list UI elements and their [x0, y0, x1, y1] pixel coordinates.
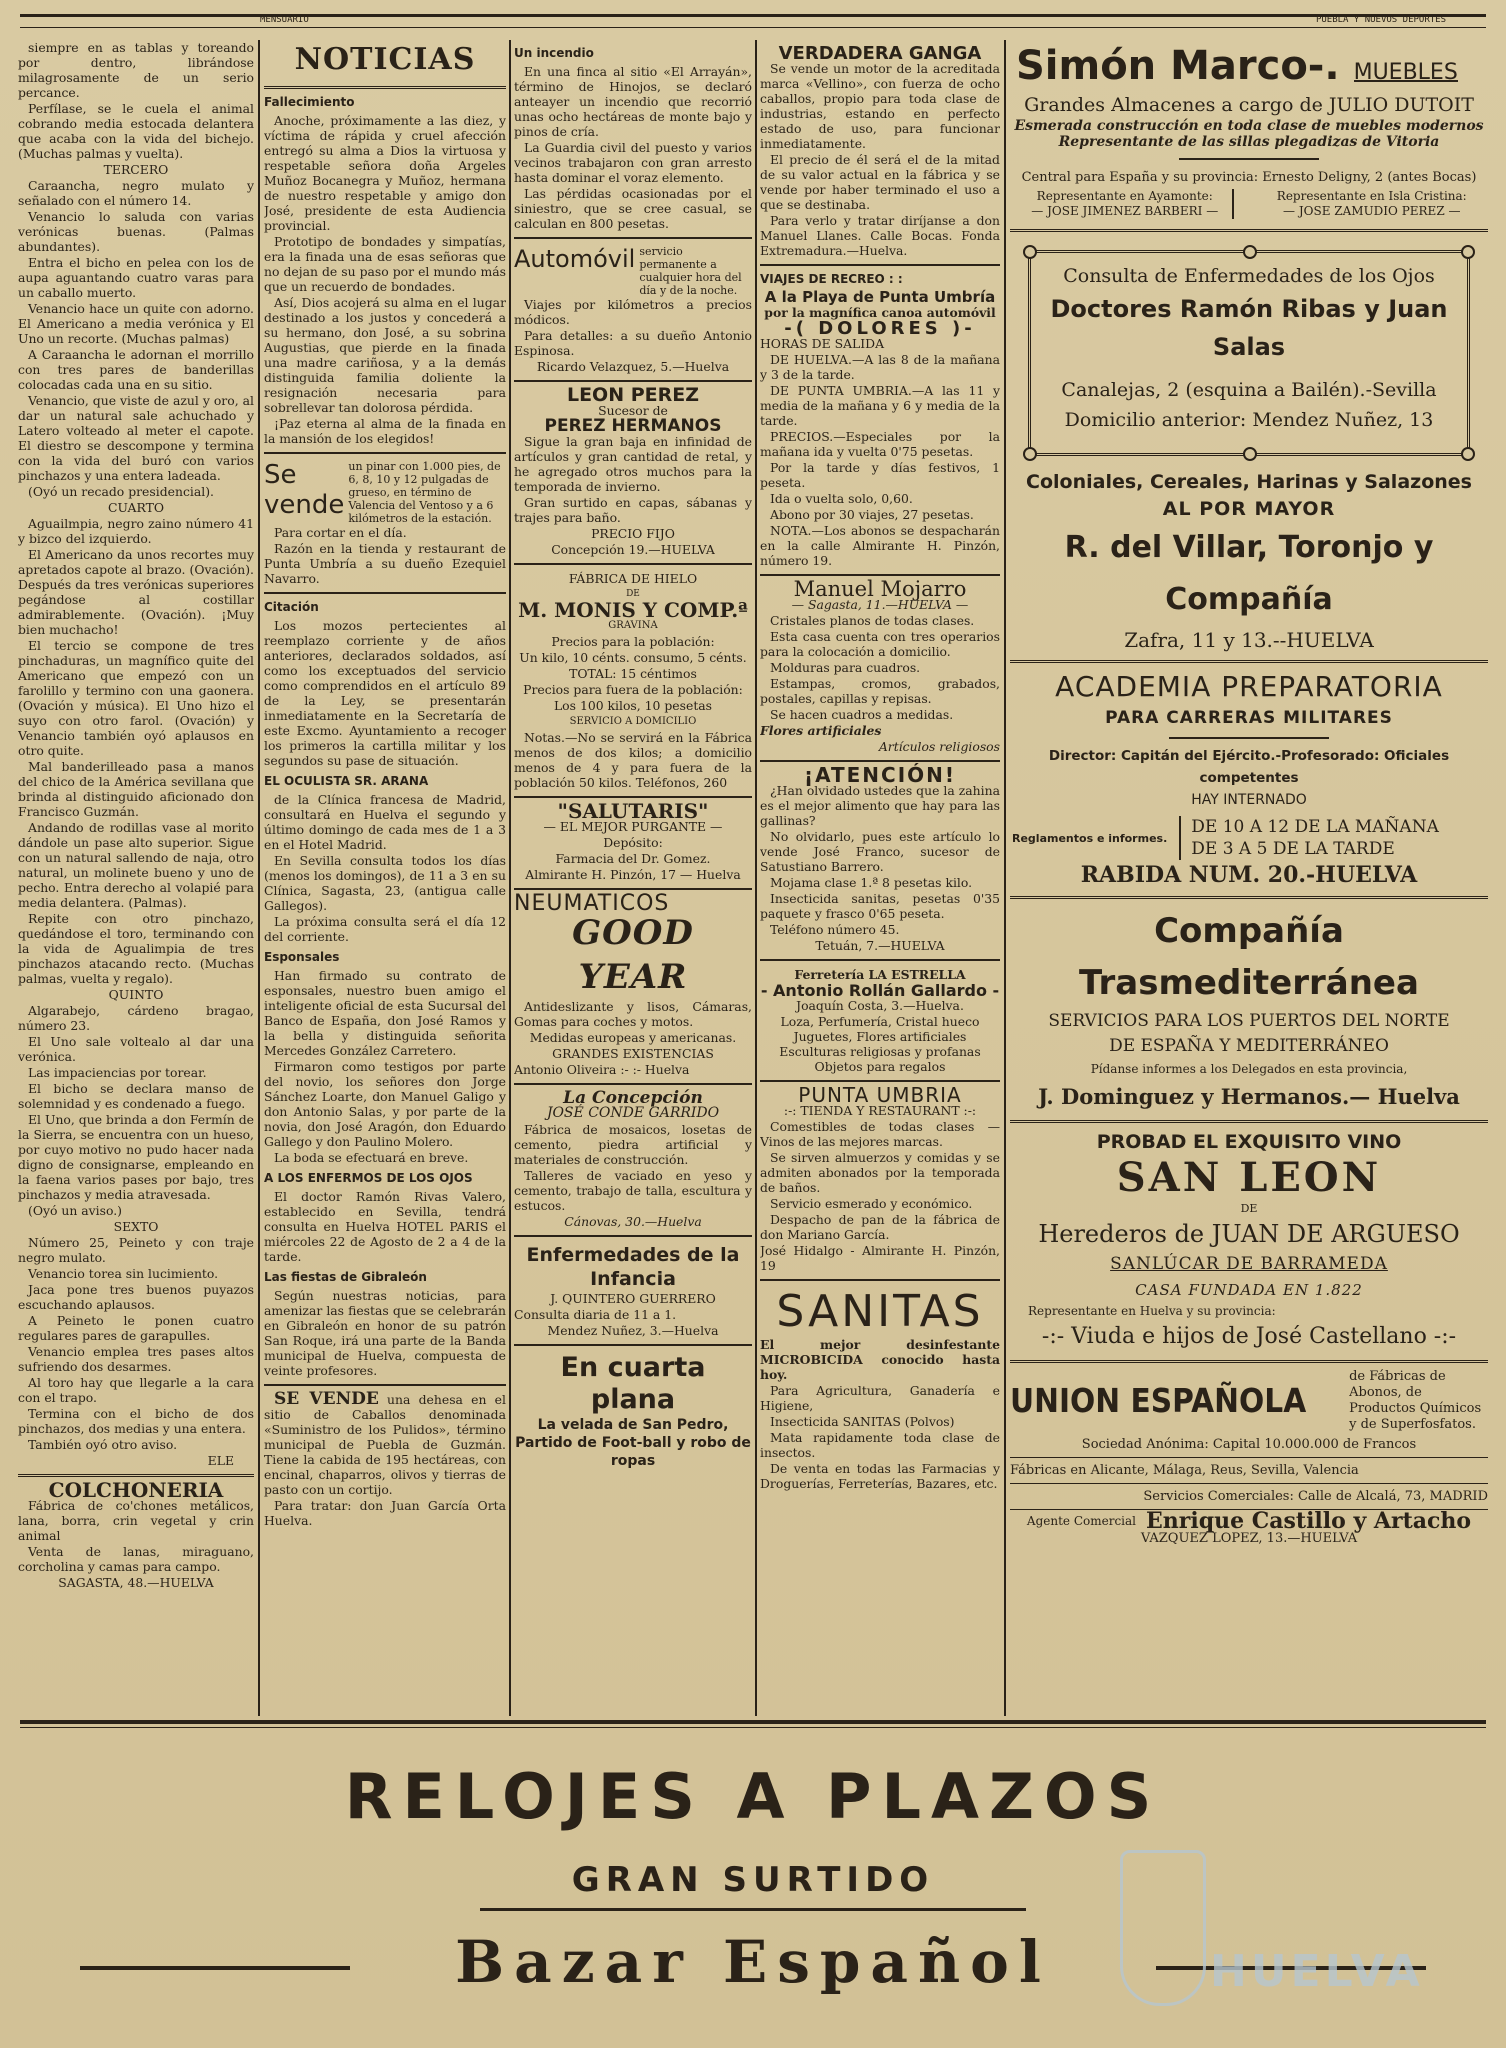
text-paragraph: Venancio hace un quite con adorno. El Americano a media verónica y El Uno un recorte. (Muchas palmas): [18, 301, 254, 346]
ad-text: Servicios Comerciales: Calle de Alcalá, 73, MADRID: [1010, 1485, 1488, 1510]
ad-text: Precios para fuera de la población:: [523, 682, 743, 697]
ad-text: PRECIO FIJO: [591, 526, 675, 541]
divider: [514, 888, 752, 890]
ad-title: SANITAS: [776, 1286, 984, 1337]
ad-title: En cuarta plana: [560, 1352, 706, 1415]
column-ads-wide: [1010, 40, 1488, 1716]
text-paragraph: En una finca al sitio «El Arrayán», término de Hinojos, se declaró anteayer un incendio que recorrió unas ocho hectáreas de monte bajo y pinos de cría.: [514, 64, 752, 139]
ad-text: Medidas europeas y americanas.: [529, 1030, 737, 1045]
ad-text: SANLÚCAR DE BARRAMEDA: [1110, 1254, 1388, 1274]
ornament-dot: [1461, 245, 1475, 259]
ad-text: una dehesa en el sitio de Caballos denominada «Suministro de los Pulidos», término municipal de Puebla de Guzmán. Tiene la cabida de 195 hectáreas, con encinal, chaparros, olivos y tierras de pasto con un cortijo.: [264, 1392, 506, 1497]
ad-text: Grandes Almacenes a cargo de JULIO DUTOIT: [1024, 94, 1474, 116]
text-paragraph: (Oyó un aviso.): [28, 1203, 123, 1218]
ad-text: Flores artificiales: [760, 723, 882, 738]
ad-title: COLCHONERIA: [48, 1478, 224, 1502]
ad-address: Tetuán, 7.—HUELVA: [815, 938, 945, 953]
ad-title: -:- Viuda e hijos de José Castellano -:-: [1041, 1324, 1457, 1349]
ad-address: RABIDA NUM. 20.-HUELVA: [1080, 862, 1418, 888]
text-paragraph: Prototipo de bondades y simpatías, era la finada una de esas señoras que no dejan de su paso por el mundo más que un recuerdo de bondades.: [264, 234, 506, 294]
divider: [514, 1344, 752, 1346]
ad-title: ACADEMIA PREPARATORIA: [1055, 670, 1443, 703]
ad-title: ¡ATENCIÓN!: [803, 763, 957, 787]
library-watermark: [1100, 1850, 1470, 2020]
ad-text: Se vende un motor de la acreditada marca «Vellino», con fuerza de ocho caballos, propio para toda clase de industrias, estando en perfecto estado de uso, para funcionar inmediatamente.: [760, 61, 1000, 151]
divider: [514, 237, 752, 239]
ad-text: Comestibles de todas clases — Vinos de las mejores marcas.: [760, 1119, 1000, 1149]
ad-text: Por la tarde y días festivos, 1 peseta.: [760, 460, 1000, 490]
ad-text: Sigue la gran baja en infinidad de artículos y gran cantidad de retal, y he agregado otros muchos para la temporada de invierno.: [514, 434, 752, 494]
ad-address: Ricardo Velazquez, 5.—Huelva: [536, 359, 730, 374]
ad-text: — EL MEJOR PURGANTE —: [543, 819, 723, 834]
text-paragraph: Algarabejo, cárdeno bragao, número 23.: [18, 1003, 254, 1033]
banner-subheadline: GRAN SURTIDO: [571, 1860, 935, 1900]
ad-address: Antonio Oliveira :- :- Huelva: [514, 1062, 690, 1077]
text-paragraph: A Peineto le ponen cuatro regulares pares de garapulles.: [18, 1313, 254, 1343]
ad-text: Gran surtido en capas, sábanas y trajes para baño.: [514, 495, 752, 525]
text-paragraph: Número 25, Peineto y con traje negro mulato.: [18, 1235, 254, 1265]
text-paragraph: Entra el bicho en pelea con los de aupa aguantando cuatro varas para un caballo muerto.: [18, 255, 254, 300]
divider: [760, 1080, 1000, 1082]
ad-title: Enfermedades de la Infancia: [526, 1244, 740, 1290]
ad-text: Agente Comercial: [1026, 1514, 1137, 1528]
ad-title: PARA CARRERAS MILITARES: [1105, 708, 1393, 728]
ad-text: Precios para la población:: [551, 634, 715, 649]
ad-text: — JOSE JIMENEZ BARBERI —: [1031, 204, 1219, 218]
ad-text: Representante en Isla Cristina:: [1276, 189, 1467, 203]
ad-text: Despacho de pan de la fábrica de don Mariano García.: [760, 1212, 1000, 1242]
ad-title: - Antonio Rollán Gallardo -: [760, 981, 1000, 1000]
ad-title: NEUMATICOS: [514, 891, 670, 916]
ad-title: FÁBRICA DE HIELO: [568, 571, 698, 586]
text-paragraph: Venancio lo saluda con varias verónicas buenas. (Palmas abundantes).: [18, 209, 254, 254]
text-paragraph: El bicho se declara manso de solemnidad y es condenado a fuego.: [18, 1081, 254, 1111]
text-paragraph: Las impaciencias por torear.: [28, 1065, 207, 1080]
ad-text: Artículos religiosos: [878, 739, 1000, 754]
divider: [760, 760, 1000, 762]
ad-text: Pídanse informes a los Delegados en esta provincia,: [1090, 1062, 1408, 1076]
ad-title: J. Dominguez y Hermanos.— Huelva: [1038, 1084, 1460, 1109]
news-heading: EL OCULISTA SR. ARANA: [264, 774, 429, 788]
ad-address: Concepción 19.—HUELVA: [551, 542, 715, 557]
text-paragraph: Así, Dios acojerá su alma en el lugar destinado a los justos y concederá a su hermano, don José, a su sobrina Augustias, que pierde en la finada una madre cariñosa, y a la demás distinguida familia doliente la resignación necesaria para sobrellevar tan dolorosa pérdida.: [264, 295, 506, 415]
ad-text: Molduras para cuadros.: [770, 660, 921, 675]
ad-title: PUNTA UMBRIA: [798, 1083, 962, 1107]
ad-title: Simón Marco-.: [1016, 43, 1340, 89]
divider: [760, 1279, 1000, 1281]
ad-title: Se vende: [264, 460, 345, 520]
signature: ELE: [207, 1453, 234, 1468]
text-paragraph: La Guardia civil del puesto y varios vecinos trabajaron con gran arresto hasta dominar el voraz elemento.: [514, 140, 752, 185]
divider: [1010, 1120, 1488, 1123]
ad-title: VERDADERA GANGA: [778, 43, 982, 64]
text-paragraph: Según nuestras noticias, para amenizar las fiestas que se celebrarán en Gibraleón en honor de su patrón San Roque, irá una parte de la Banda municipal de Huelva, compuesta de veinte profesores.: [264, 1288, 506, 1378]
text-paragraph: de la Clínica francesa de Madrid, consultará en Huelva el segundo y último domingo de cada mes de 1 a 3 en el Hotel Madrid.: [264, 792, 506, 852]
ad-text: Se sirven almuerzos y comidas y se admiten abonados por la temporada de baños.: [760, 1150, 1000, 1195]
text-paragraph: También oyó otro aviso.: [28, 1437, 178, 1452]
ad-text: Representante en Huelva y su provincia:: [1028, 1304, 1276, 1318]
section-heading: CUARTO: [107, 500, 165, 515]
ad-text: Un kilo, 10 cénts. consumo, 5 cénts.: [519, 650, 747, 665]
column-ads-b: [760, 40, 1000, 1716]
ad-text: servicio permanente a cualquier hora del día y de la noche.: [639, 245, 742, 297]
ad-text: Representante de las sillas plegadizas de Vitoria: [1058, 134, 1440, 150]
column-ads-a: [514, 40, 752, 1716]
ad-text: DE 10 A 12 DE LA MAÑANA: [1191, 817, 1439, 837]
divider: [514, 1235, 752, 1237]
text-paragraph: En Sevilla consulta todos los días (menos los domingos), de 11 a 3 en su Clínica, Sagasta, 23, (antigua calle Gallegos).: [264, 853, 506, 913]
ad-text: Abono por 30 viajes, 27 pesetas.: [770, 507, 974, 522]
banner-headline: RELOJES A PLAZOS: [344, 1760, 1162, 1833]
text-paragraph: Repite con otro pinchazo, quedándose el toro, terminando con la vida de Agualimpia de tres pinchazos atacando recto. (Muchas palmas, vuelta y regalo).: [18, 911, 254, 986]
ad-title: Enrique Castillo y Artacho: [1146, 1508, 1472, 1534]
ad-title: -( DOLORES )-: [784, 318, 976, 339]
ad-text: Farmacia del Dr. Gomez.: [555, 851, 711, 866]
ad-title: A la Playa de Punta Umbría: [764, 288, 996, 306]
ad-text: Sociedad Anónima: Capital 10.000.000 de Francos: [1010, 1433, 1488, 1458]
ad-address: — Sagasta, 11.—HUELVA —: [791, 597, 969, 612]
ornament-dot: [1023, 447, 1037, 461]
ad-text: Para cortar en el día.: [274, 525, 407, 540]
ad-text: por la magnífica canoa automóvil: [764, 305, 996, 320]
ad-title: LEON PEREZ: [566, 384, 700, 406]
crest-icon: [1120, 1850, 1206, 2006]
ornament-dot: [1461, 447, 1475, 461]
ad-text: De venta en todas las Farmacias y Droguerías, Ferreterías, Bazares, etc.: [760, 1461, 1000, 1491]
text-paragraph: El Uno sale voltealo al dar una verónica.: [18, 1034, 254, 1064]
ad-text: Mojama clase 1.ª 8 pesetas kilo.: [770, 875, 973, 890]
ad-text: Insecticida sanitas, pesetas 0'35 paquete y frasco 0'65 peseta.: [760, 891, 1000, 921]
ad-title: UNION ESPAÑOLA: [1010, 1381, 1307, 1420]
ad-text: NOTA.—Los abonos se despacharán en la calle Almirante H. Pinzón, número 19.: [760, 523, 1000, 568]
ad-text: Los 100 kilos, 10 pesetas: [553, 698, 713, 713]
ad-title: SAN LEON: [1116, 1154, 1382, 1201]
divider: [264, 452, 506, 454]
ad-text: TOTAL: 15 céntimos: [569, 666, 697, 681]
ad-text: Canalejas, 2 (esquina a Bailén).-Sevilla: [1061, 379, 1437, 401]
text-paragraph: El tercio se compone de tres pinchaduras, un magnífico quite del Americano que empezó con un farolillo y termino con una gaonera. (Ovación y música). El Uno hizo el suyo con otro farol. (Ovación) y Venancio también oyó aplausos en otro quite.: [18, 638, 254, 758]
ad-title: Compañía Trasmediterránea: [1079, 911, 1419, 1003]
ad-address: Joaquín Costa, 3.—Huelva.: [796, 998, 964, 1013]
divider: [514, 380, 752, 382]
column-news: [264, 40, 506, 1716]
news-heading: Esponsales: [264, 950, 340, 964]
ad-text: Para verlo y tratar diríjanse a don Manuel Llanes. Calle Bocas. Fonda Extremadura.—Huelva.: [760, 213, 1000, 258]
news-heading: Las fiestas de Gibraleón: [264, 1270, 427, 1284]
text-paragraph: ¡Paz eterna al alma de la finada en la mansión de los elegidos!: [264, 416, 506, 446]
ad-text: DE ESPAÑA Y MEDITERRÁNEO: [1109, 1036, 1389, 1056]
section-heading: TERCERO: [103, 162, 169, 177]
ad-title: PROBAD EL EXQUISITO VINO: [1096, 1131, 1402, 1153]
divider: [1179, 158, 1319, 160]
ad-title: Automóvil: [514, 245, 636, 273]
masthead-right: PUEBLA Y NUEVOS DEPORTES: [1315, 15, 1446, 25]
ad-text: DE 3 A 5 DE LA TARDE: [1191, 839, 1395, 859]
text-paragraph: siempre en as tablas y toreando por dentro, librándose milagrosamente de un serio percance.: [18, 40, 254, 100]
ad-text: J. QUINTERO GUERRERO: [550, 1291, 716, 1306]
ad-text: Para tratar: don Juan García Orta Huelva.: [264, 1498, 506, 1528]
watermark-text: HUELVA: [1210, 1946, 1424, 1997]
ad-text: Talleres de vaciado en yeso y cemento, trabajo de talla, escultura y estucos.: [514, 1168, 752, 1213]
text-paragraph: Venancio, que viste de azul y oro, al dar un natural sale achuchado y Latero volteado al meter el capote. El diestro se descompone y termina con la vida del buró con varios pinchazos y una entera ladeada.: [18, 393, 254, 483]
ad-text: — JOSE ZAMUDIO PEREZ —: [1283, 204, 1461, 218]
ad-text: un pinar con 1.000 pies, de 6, 8, 10 y 12 pulgadas de grueso, en término de Valencia del Ventoso y a 6 kilómetros de la estación.: [348, 460, 501, 525]
text-paragraph: El Americano da unos recortes muy apretados capote al brazo. (Ovación). Después da tres verónicas superiores pegándose al costillar admirablemente. (Ovación). ¡Muy bien muchacho!: [18, 547, 254, 637]
text-paragraph: Jaca pone tres buenos puyazos escuchando aplausos.: [18, 1282, 254, 1312]
ad-text: Depósito:: [603, 835, 663, 850]
banner-underline: [480, 1908, 1026, 1911]
divider: [514, 1083, 752, 1085]
divider: [1010, 660, 1488, 663]
ad-text: Para Agricultura, Ganadería e Higiene,: [760, 1383, 1000, 1413]
ad-address: José Hidalgo - Almirante H. Pinzón, 19: [760, 1243, 1000, 1273]
ad-text: DE: [626, 589, 640, 599]
goodyear-logo: GOOD YEAR: [572, 913, 694, 997]
ornament-dot: [1023, 245, 1037, 259]
ad-text: Cristales planos de todas clases.: [770, 613, 975, 628]
masthead-strip: [20, 14, 1486, 28]
ad-text: Insecticida SANITAS (Polvos): [770, 1414, 955, 1429]
ad-title: "SALUTARIS": [557, 799, 709, 823]
ad-title: Consulta de Enfermedades de los Ojos: [1063, 265, 1435, 287]
ad-title: MUEBLES: [1353, 60, 1458, 85]
ad-text: Loza, Perfumería, Cristal hueco Juguetes, Flores artificiales Esculturas religiosas y profanas Objetos para regalos: [779, 1014, 981, 1074]
ad-address: VAZQUEZ LOPEZ, 13.—HUELVA: [1140, 1531, 1358, 1546]
ad-text: DE: [1240, 1202, 1258, 1215]
ad-text: PRECIOS.—Especiales por la mañana ida y vuelta 0'75 pesetas.: [760, 429, 1000, 459]
ad-text: Esta casa cuenta con tres operarios para la colocación a domicilio.: [760, 629, 1000, 659]
ad-text: Reglamentos e informes.: [1012, 831, 1168, 845]
text-paragraph: Venancio emplea tres pases altos sufriendo dos desarmes.: [18, 1344, 254, 1374]
ad-text: ¿Han olvidado ustedes que la zahina es el mejor alimento que hay para las gallinas?: [760, 783, 1000, 828]
ad-text: DE HUELVA.—A las 8 de la mañana y 3 de la tarde.: [760, 352, 1000, 382]
ad-text: Fábricas en Alicante, Málaga, Reus, Sevilla, Valencia: [1010, 1459, 1488, 1484]
ad-text: Venta de lanas, miraguano, corcholina y camas para campo.: [18, 1544, 254, 1574]
ad-text: Director: Capitán del Ejército.-Profesorado: Oficiales competentes: [1048, 748, 1450, 786]
ad-text: Notas.—No se servirá en la Fábrica menos de dos kilos; a domicilio menos de 4 y para fuera de la población 50 kilos. Teléfonos, 260: [514, 730, 752, 790]
text-paragraph: Mal banderilleado pasa a manos del chico de la América sevillana que brinda al distinguido aficionado don Francisco Guzmán.: [18, 759, 254, 819]
divider: [1010, 1360, 1488, 1363]
ad-text: El precio de él será el de la mitad de su valor actual en la fábrica y se vende por haber terminado el uso a que se destinaba.: [760, 152, 1000, 212]
ad-title: SE VENDE: [274, 1389, 379, 1409]
ad-title: Coloniales, Cereales, Harinas y Salazones: [1026, 471, 1472, 493]
text-paragraph: Las pérdidas ocasionadas por el siniestro, que se cree casual, se calculan en 800 pesetas.: [514, 186, 752, 231]
ad-text: Consulta diaria de 11 a 1.: [514, 1307, 677, 1322]
news-heading: A LOS ENFERMOS DE LOS OJOS: [264, 1171, 473, 1185]
ad-text: No olvidarlo, pues este artículo lo vende José Franco, sucesor de Satustiano Barrero.: [760, 829, 1000, 874]
ornament-dot: [1243, 447, 1257, 461]
ad-title: JOSÉ CONDE GARRIDO: [546, 1105, 720, 1121]
section-heading: SEXTO: [113, 1219, 159, 1234]
text-paragraph: Caraancha, negro mulato y señalado con el número 14.: [18, 178, 254, 208]
banner-rule: [20, 1720, 1486, 1728]
ad-text: Domicilio anterior: Mendez Nuñez, 13: [1064, 409, 1434, 431]
ad-address: Almirante H. Pinzón, 17 — Huelva: [525, 867, 741, 882]
text-paragraph: Los mozos pertecientes al reemplazo corriente y de años anteriores, declarados soldados, así como los exceptuados del servicio como comprendidos en el artículo 89 de la Ley, se presentarán inmediatamente en la Secretaría de este Excmo. Ayuntamiento a recoger los primeros la cartilla militar y los segundos su pase de situación.: [264, 618, 506, 768]
ad-text: Razón en la tienda y restaurant de Punta Umbría a su dueño Ezequiel Navarro.: [264, 541, 506, 586]
ad-text: Servicio esmerado y económico.: [770, 1196, 973, 1211]
text-paragraph: Termina con el bicho de dos pinchazos, dos medias y una entera.: [18, 1406, 254, 1436]
ad-text: Antideslizante y lisos, Cámaras, Gomas para coches y motos.: [514, 999, 752, 1029]
section-heading: QUINTO: [108, 987, 164, 1002]
ad-title: Herederos de JUAN DE ARGUESO: [1038, 1220, 1460, 1248]
ad-text: CASA FUNDADA EN 1.822: [1135, 1281, 1363, 1299]
text-paragraph: La próxima consulta será el día 12 del corriente.: [264, 914, 506, 944]
text-paragraph: Aguailmpia, negro zaino número 41 y bizco del izquierdo.: [18, 516, 254, 546]
ad-title: La Concepción: [563, 1088, 703, 1108]
divider: [760, 959, 1000, 961]
text-paragraph: A Caraancha le adornan el morrillo con tres pares de banderillas colocadas cada una en su sitio.: [18, 347, 254, 392]
text-paragraph: La boda se efectuará en breve.: [274, 1150, 469, 1165]
columns: [18, 40, 1488, 1716]
text-paragraph: Al toro hay que llegarle a la cara con el trapo.: [18, 1375, 254, 1405]
text-paragraph: Venancio torea sin lucimiento.: [28, 1266, 219, 1281]
divider: [1010, 229, 1488, 232]
ornament-dot: [1243, 245, 1257, 259]
ad-text: Viajes por kilómetros a precios módicos.: [514, 297, 752, 327]
text-paragraph: Anoche, próximamente a las diez, y víctima de rápida y cruel afección entregó su alma a Dios la virtuosa y respetable señora doña Argeles Muñoz Bocanegra y Muñoz, hermana de nuestro respetable y amigo don José, presidente de esta Audiencia provincial.: [264, 113, 506, 233]
ad-heading: VIAJES DE RECREO : :: [760, 272, 903, 286]
column-rule: [509, 40, 511, 1716]
ad-text: El mejor desinfestante MICROBICIDA conocido hasta hoy.: [760, 1337, 1000, 1382]
text-paragraph: Firmaron como testigos por parte del novio, los señores don Jorge Sánchez Loarte, don Manuel Galigo y don Antonio Salas, y por parte de la novia, don José Aragón, don Eduardo Gallego y don Paulino Molero.: [264, 1059, 506, 1149]
ad-text: Mata rapidamente toda clase de insectos.: [760, 1430, 1000, 1460]
ad-address: SAGASTA, 48.—HUELVA: [58, 1575, 214, 1590]
ad-text: HORAS DE SALIDA: [760, 336, 885, 351]
divider: [18, 1474, 254, 1477]
ad-text: GRANDES EXISTENCIAS: [552, 1046, 714, 1061]
text-paragraph: (Oyó un recado presidencial).: [28, 484, 214, 499]
ad-text: Central para España y su provincia: Ernesto Deligny, 2 (antes Bocas): [1021, 170, 1477, 185]
divider: [514, 563, 752, 565]
column-rule: [1004, 40, 1006, 1716]
ad-text: SERVICIO A DOMICILIO: [569, 716, 697, 727]
news-heading: Citación: [264, 600, 319, 614]
ad-title: PEREZ HERMANOS: [544, 416, 722, 436]
divider: [1010, 896, 1488, 899]
ad-text: Estampas, cromos, grabados, postales, capillas y repisas.: [760, 676, 1000, 706]
ad-text: Representante en Ayamonte:: [1036, 189, 1213, 203]
ad-title: R. del Villar, Toronjo y Compañía: [1064, 530, 1434, 617]
masthead-left: MENSUARIO: [260, 15, 309, 25]
column-rule: [258, 40, 260, 1716]
column-bullfight: [18, 40, 254, 1716]
text-paragraph: El Uno, que brinda a don Fermín de la Sierra, se encuentra con un hueso, por cuyo motivo no pudo hacer nada digno de consignarse, empleando en la faena varios pases por bajo, tres pinchazos y media atravesada.: [18, 1112, 254, 1202]
ad-address: Cánovas, 30.—Huelva: [564, 1214, 702, 1229]
divider: [760, 574, 1000, 576]
news-heading: Un incendio: [514, 46, 594, 60]
ad-text: :-: TIENDA Y RESTAURANT :-:: [783, 1103, 977, 1118]
ad-title: AL POR MAYOR: [1162, 498, 1336, 520]
section-title: NOTICIAS: [294, 42, 476, 77]
ad-address: Mendez Nuñez, 3.—Huelva: [547, 1323, 719, 1338]
ad-title: Manuel Mojarro: [793, 577, 967, 601]
ad-title: Doctores Ramón Ribas y Juan Salas: [1050, 295, 1448, 361]
ad-text: Sucesor de: [598, 403, 668, 418]
divider: [760, 264, 1000, 266]
divider: [514, 796, 752, 798]
ad-text: La velada de San Pedro, Partido de Foot-ball y robo de ropas: [515, 1417, 751, 1469]
ad-title: M. MONIS Y COMP.ª: [518, 598, 748, 622]
divider: [264, 1384, 506, 1386]
ad-text: de Fábricas de Abonos, de Productos Químicos y de Superfosfatos.: [1349, 1369, 1482, 1432]
ad-text: Se hacen cuadros a medidas.: [770, 707, 954, 722]
bottom-banner: [20, 1720, 1486, 2040]
banner-store-name: Bazar Español: [455, 1928, 1051, 1996]
ad-text: Teléfono número 45.: [770, 922, 900, 937]
ad-text: Fábrica de co'chones metálicos, lana, borra, crin vegetal y crin animal: [18, 1498, 254, 1543]
column-rule: [755, 40, 757, 1716]
ad-text: SERVICIOS PARA LOS PUERTOS DEL NORTE: [1048, 1011, 1450, 1031]
ad-address: Zafra, 11 y 13.--HUELVA: [1124, 628, 1374, 652]
ad-text: Ida o vuelta solo, 0,60.: [770, 491, 913, 506]
news-heading: Fallecimiento: [264, 95, 355, 109]
ad-text: GRAVINA: [608, 620, 658, 631]
divider: [264, 592, 506, 594]
text-paragraph: Han firmado su contrato de esponsales, nuestro buen amigo el inteligente oficial de esta Sucursal del Banco de España, don José Ramos y la bella y distinguida señorita Mercedes González Carretero.: [264, 968, 506, 1058]
text-paragraph: Perfílase, se le cuela el animal cobrando media estocada delantera que acaba con la vida del bichejo. (Muchas palmas y vuelta).: [18, 101, 254, 161]
ad-text: DE PUNTA UMBRIA.—A las 11 y media de la mañana y 6 y media de la tarde.: [760, 383, 1000, 428]
text-paragraph: El doctor Ramón Rivas Valero, establecido en Sevilla, tendrá consulta en Huelva HOTEL PARIS el miércoles 22 de Agosto de 2 a 4 de la tarde.: [264, 1189, 506, 1264]
ad-text: Esmerada construcción en toda clase de muebles modernos: [1014, 118, 1484, 134]
ad-text: Fábrica de mosaicos, losetas de cemento, piedra artificial y materiales de construcción.: [514, 1122, 752, 1167]
divider: [1169, 737, 1329, 739]
ad-text: HAY INTERNADO: [1191, 792, 1307, 808]
text-paragraph: Andando de rodillas vase al morito dándole un pase alto superior. Sigue con un natural sallendo de naja, otro natural, un molinete bueno y uno de pecho. Entra derecho al volapié para media delantera. (Palmas).: [18, 820, 254, 910]
ad-title: Ferretería LA ESTRELLA: [794, 967, 966, 982]
ad-text: Para detalles: a su dueño Antonio Espinosa.: [514, 328, 752, 358]
divider: [264, 86, 506, 89]
eye-clinic-ad: [1028, 250, 1470, 456]
